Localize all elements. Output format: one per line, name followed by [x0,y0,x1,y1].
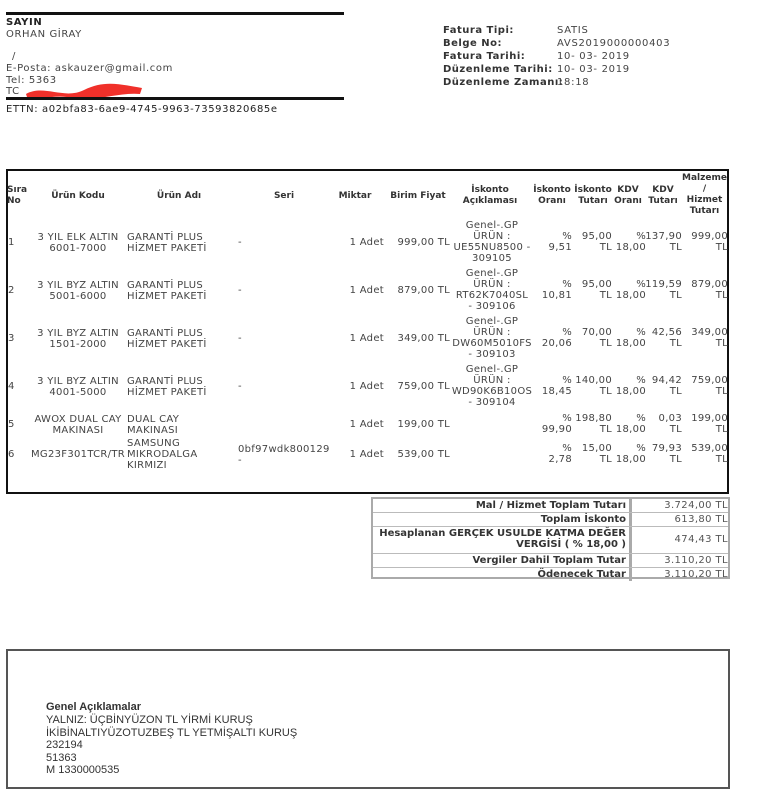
notes-line: 51363 [46,751,77,764]
meta-label: Fatura Tarihi: [443,51,526,62]
cell-iskonto-oran: % 2,78 [548,443,572,465]
cell-ad: DUAL CAY MAKINASI [127,414,180,436]
header-kdv-oran: KDV Oranı [614,185,642,206]
notes-line: 232194 [46,739,83,751]
totals-label: Vergiler Dahil Toplam Tutar [472,555,626,566]
cell-fiyat: 879,00 TL [397,285,450,296]
cell-kdv-oran: % 18,00 [615,413,646,435]
recipient-email: E-Posta: askauzer@gmail.com [6,63,173,74]
cell-miktar: 1 Adet [349,285,384,296]
cell-fiyat: 199,00 TL [397,419,450,430]
header-sira: Sıra No [7,185,28,206]
cell-kdv-tutar: 79,93 TL [651,443,682,465]
cell-no: 4 [8,381,15,392]
cell-seri: - [238,237,242,248]
cell-tutar: 999,00 TL [691,231,728,253]
cell-no: 3 [8,333,15,344]
cell-miktar: 1 Adet [349,381,384,392]
cell-kod: AWOX DUAL CAY MAKINASI [34,414,122,436]
cell-kdv-oran: % 18,00 [615,231,646,253]
notes-line: İKİBİNALTIYÜZOTUZBEŞ TL YETMİŞALTI KURUŞ [46,726,298,739]
cell-tutar: 349,00 TL [691,327,728,349]
meta-label: Fatura Tipi: [443,25,514,36]
cell-iskonto-aciklama: Genel-.GP ÜRÜN : UE55NU8500 - 309105 [453,220,531,264]
totals-label: Hesaplanan GERÇEK USULDE KATMA DEĞER VERGİSİ ( % 18,00 ) [379,528,626,550]
ettn-line: ETTN: a02bfa83-6ae9-4745-9963-73593820685e [6,104,278,115]
header-urun-adi: Ürün Adı [156,191,202,201]
cell-iskonto-oran: % 99,90 [541,413,572,435]
totals-row [373,499,728,513]
cell-tutar: 199,00 TL [691,413,728,435]
cell-kdv-tutar: 94,42 TL [651,375,682,397]
totals-value: 3.110,20 TL [664,569,728,580]
cell-miktar: 1 Adet [349,449,384,460]
cell-kod: 3 YIL BYZ ALTIN 4001-5000 [37,376,119,398]
totals-value: 613,80 TL [674,514,728,525]
totals-row [373,554,728,568]
cell-seri: 0bf97wdk800129 - [238,444,330,466]
cell-no: 1 [8,237,15,248]
recipient-greeting: SAYIN [6,17,43,28]
cell-iskonto-oran: % 18,45 [541,375,572,397]
cell-tutar: 759,00 TL [691,375,728,397]
totals-row [373,568,728,581]
header-iskonto-oran: İskonto Oranı [533,185,571,206]
meta-value: 10- 03- 2019 [557,64,630,75]
cell-kdv-tutar: 42,56 TL [651,327,682,349]
header-kdv-tutar: KDV Tutarı [648,185,678,206]
cell-iskonto-tutar: 15,00 TL [581,443,612,465]
cell-ad: GARANTİ PLUS HİZMET PAKETİ [127,376,207,398]
cell-tutar: 879,00 TL [691,279,728,301]
cell-kdv-oran: % 18,00 [615,279,646,301]
meta-label: Belge No: [443,38,502,49]
cell-iskonto-tutar: 95,00 TL [581,279,612,301]
cell-kdv-tutar: 119,59 TL [645,279,682,301]
recipient-address: / [12,51,16,62]
cell-ad: GARANTİ PLUS HİZMET PAKETİ [127,328,207,350]
cell-iskonto-oran: % 20,06 [541,327,572,349]
cell-kod: 3 YIL BYZ ALTIN 1501-2000 [37,328,119,350]
totals-row [373,513,728,527]
cell-fiyat: 539,00 TL [397,449,450,460]
cell-ad: GARANTİ PLUS HİZMET PAKETİ [127,280,207,302]
cell-ad: SAMSUNG MIKRODALGA KIRMIZI [127,438,198,471]
totals-value: 3.724,00 TL [664,500,728,511]
cell-fiyat: 999,00 TL [397,237,450,248]
bottom-rule [6,97,344,100]
cell-iskonto-tutar: 140,00 TL [575,375,612,397]
header-malzeme: Malzeme / Hizmet Tutarı [682,173,727,216]
cell-no: 6 [8,449,15,460]
notes-line: YALNIZ: ÜÇBİNYÜZON TL YİRMİ KURUŞ [46,714,253,726]
meta-label: Düzenleme Tarihi: [443,64,553,75]
cell-iskonto-oran: % 10,81 [541,279,572,301]
notes-line: M 1330000535 [46,764,120,776]
cell-seri: - [238,381,242,392]
header-iskonto-aciklama: İskonto Açıklaması [462,185,518,206]
cell-miktar: 1 Adet [349,333,384,344]
cell-fiyat: 759,00 TL [397,381,450,392]
cell-no: 5 [8,419,15,430]
recipient-tc: TC [6,86,20,97]
recipient-phone: Tel: 5363 [6,75,57,86]
cell-iskonto-aciklama: Genel-.GP ÜRÜN : RT62K7040SL - 309106 [455,268,529,312]
cell-iskonto-tutar: 198,80 TL [575,413,612,435]
recipient-name: ORHAN GİRAY [6,29,82,40]
cell-kod: 3 YIL BYZ ALTIN 5001-6000 [37,280,119,302]
cell-iskonto-tutar: 95,00 TL [581,231,612,253]
cell-kdv-tutar: 0,03 TL [658,413,682,435]
totals-value: 3.110,20 TL [664,555,728,566]
totals-row [373,527,728,554]
meta-value: 18:18 [557,77,590,88]
totals-label: Toplam İskonto [540,514,626,525]
totals-label: Ödenecek Tutar [537,569,626,580]
cell-seri: - [238,285,242,296]
cell-iskonto-aciklama: Genel-.GP ÜRÜN : WD90K6B10OS - 309104 [451,364,533,408]
cell-miktar: 1 Adet [349,237,384,248]
cell-kdv-tutar: 137,90 TL [645,231,682,253]
cell-miktar: 1 Adet [349,419,384,430]
cell-seri: - [238,333,242,344]
notes-title: Genel Açıklamalar [46,701,141,713]
cell-no: 2 [8,285,15,296]
totals-value: 474,43 TL [674,534,728,545]
cell-kdv-oran: % 18,00 [615,327,646,349]
meta-value: SATIS [557,25,589,36]
header-iskonto-tutar: İskonto Tutarı [574,185,612,206]
header-urun-kodu: Ürün Kodu [51,191,105,201]
cell-kdv-oran: % 18,00 [615,443,646,465]
top-rule [6,12,344,15]
meta-value: AVS2019000000403 [557,38,671,49]
header-birim-fiyat: Birim Fiyat [390,191,446,201]
meta-label: Düzenleme Zamanı: [443,77,564,88]
totals-table [371,497,730,579]
cell-ad: GARANTİ PLUS HİZMET PAKETİ [127,232,207,254]
cell-kod: MG23F301TCR/TR [30,449,126,460]
header-miktar: Miktar [338,191,372,201]
cell-kod: 3 YIL ELK ALTIN 6001-7000 [37,232,119,254]
cell-kdv-oran: % 18,00 [615,375,646,397]
totals-label: Mal / Hizmet Toplam Tutarı [475,500,626,511]
cell-fiyat: 349,00 TL [397,333,450,344]
cell-tutar: 539,00 TL [691,443,728,465]
meta-value: 10- 03- 2019 [557,51,630,62]
cell-iskonto-oran: % 9,51 [548,231,572,253]
cell-iskonto-aciklama: Genel-.GP ÜRÜN : DW60M5010FS - 309103 [452,316,532,360]
cell-iskonto-tutar: 70,00 TL [581,327,612,349]
header-seri: Seri [273,191,295,201]
